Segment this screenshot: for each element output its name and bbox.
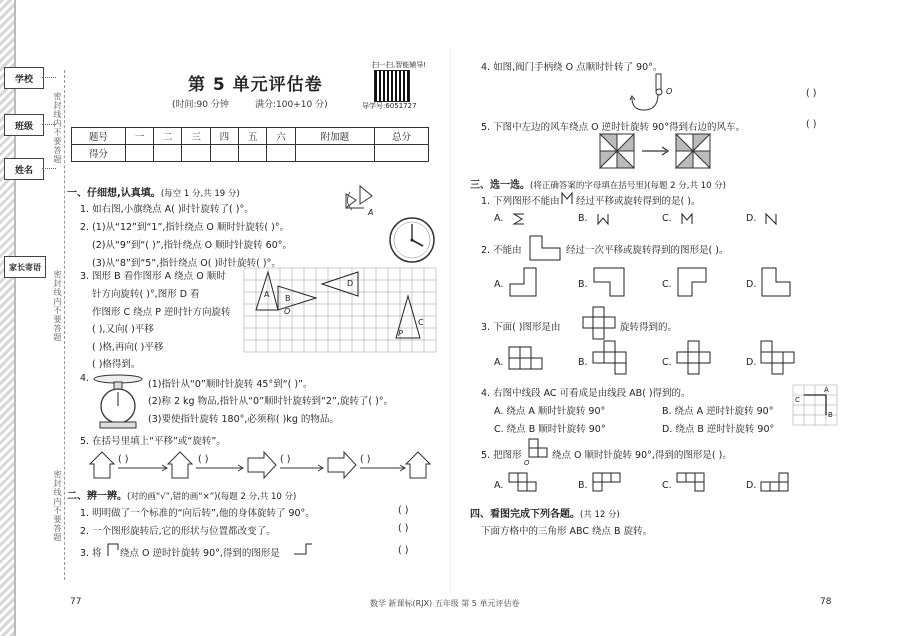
s3-q4-option-a[interactable]: A. 绕点 A 顺时针旋转 90°: [494, 406, 606, 417]
side-label-parent-note: 家长寄语: [4, 256, 46, 278]
score-input-cell[interactable]: [182, 145, 210, 162]
s3-q5-option-d-label[interactable]: D.: [746, 480, 757, 491]
s3-q5-option-b-label[interactable]: B.: [578, 480, 588, 491]
rotated-hook-icon: [292, 540, 314, 558]
side-label-name: 姓名: [4, 158, 44, 180]
qr-code-icon[interactable]: [374, 70, 410, 102]
s3-question-2a: 2. 不能由: [481, 245, 522, 256]
flag-point-label: A: [368, 208, 374, 217]
section-2-note: (对的画“√”,错的画“×”)(每题 2 分,共 10 分): [127, 492, 297, 502]
s3-q1-option-a-shape[interactable]: [512, 212, 526, 226]
s3-question-3b: 旋转得到的。: [620, 322, 678, 333]
section-2-title: [67, 487, 296, 502]
s1-question-2c: (3)从“8”到“5”,指针绕点 O( )时针旋转( )°。: [92, 258, 281, 269]
page-fold-divider: [450, 50, 451, 590]
rotation-grid-figure: [244, 268, 436, 352]
s2-answer-5[interactable]: ( ): [806, 119, 817, 130]
s1-question-3-line4: ( ),又向( )平移: [92, 324, 154, 335]
full-score: 满分:100+10 分): [255, 100, 328, 110]
shape-label-b: B: [285, 294, 291, 303]
scale-icon: [92, 372, 144, 430]
table-cell: 总分: [375, 128, 429, 145]
s3-question-5a: 5. 把图形: [481, 450, 522, 461]
section-1-title: [67, 184, 240, 199]
score-input-cell[interactable]: [267, 145, 295, 162]
table-cell: 题号: [72, 128, 126, 145]
s1-question-3-line1: 3. 图形 B 看作图形 A 绕点 O 顺时: [80, 271, 226, 282]
cross-shape-reference: [582, 306, 616, 340]
s3-q5-option-a-label[interactable]: A.: [494, 480, 504, 491]
translate-rotate-arrows: [90, 450, 435, 480]
s2-question-5: 5. 下图中左边的风车绕点 O 逆时针旋转 90°得到右边的风车。: [481, 122, 745, 133]
section-4-note: (共 12 分): [580, 510, 620, 520]
s3-q2-option-a-label[interactable]: A.: [494, 279, 504, 290]
s3-q4-option-b[interactable]: B. 绕点 A 逆时针旋转 90°: [662, 406, 774, 417]
s1-question-4b: (2)称 2 kg 物品,指针从“0”顺时针旋转到“2”,旋转了( )°。: [148, 396, 394, 407]
s3-question-1b: 经过平移或旋转得到的是( )。: [576, 196, 701, 207]
s3-q4-option-d[interactable]: D. 绕点 B 逆时针旋转 90°: [662, 424, 775, 435]
flag-rotation-figure: [342, 182, 382, 222]
table-cell: 三: [182, 128, 210, 145]
grid-label-a: A: [824, 386, 829, 394]
l-shape-reference: [528, 234, 562, 262]
s2-question-4: 4. 如图,阀门手柄绕 O 点顺时针转了 90°。: [481, 62, 663, 73]
s3-q5-option-a-shape[interactable]: [508, 472, 538, 496]
s1-question-3-line2: 针方向旋转( )°,图形 D 看: [92, 289, 200, 300]
s3-q5-option-c-shape[interactable]: [676, 472, 706, 496]
grid-label-b: B: [828, 411, 833, 419]
side-label-school: 学校: [4, 67, 44, 89]
page-number-left: 77: [70, 597, 82, 607]
arrow-blank-3[interactable]: ( ): [280, 454, 291, 465]
s1-question-4a: (1)指针从“0”顺时针旋转 45°到“( )”。: [148, 379, 313, 390]
table-cell: 二: [154, 128, 182, 145]
segment-grid-figure: [792, 384, 838, 426]
page-number-right: 78: [820, 597, 832, 607]
s2-question-1: 1. 明明做了一个标准的“向后转”,他的身体旋转了 90°。: [80, 508, 315, 519]
score-input-cell[interactable]: [295, 145, 374, 162]
s3-q1-option-d-shape[interactable]: [764, 212, 778, 226]
s3-q2-option-d-shape[interactable]: [760, 266, 792, 298]
s1-question-1: 1. 如右图,小旗绕点 A( )时针旋转了( )°。: [80, 204, 254, 215]
grid-label-c: C: [795, 396, 800, 404]
section-1-heading: 一、仔细想,认真填。: [67, 188, 161, 199]
arrow-blank-1[interactable]: ( ): [118, 454, 129, 465]
s3-question-3a: 3. 下面( )图形是由: [481, 322, 561, 333]
name-field-line[interactable]: [42, 168, 56, 169]
qr-caption: 扫一扫,智能辅导!: [372, 61, 427, 69]
s3-question-2b: 经过一次平移或旋转得到的图形是( )。: [566, 245, 729, 256]
s4-question-1: 下面方格中的三角形 ABC 绕点 B 旋转。: [481, 526, 653, 537]
margin-rule: [14, 0, 16, 636]
s3-q5-reference-shape: [528, 438, 550, 468]
side-label-class: 班级: [4, 114, 44, 136]
s2-answer-3[interactable]: ( ): [398, 545, 409, 556]
arrow-blank-4[interactable]: ( ): [360, 454, 371, 465]
s2-question-3a: 3. 将: [80, 548, 102, 559]
s1-question-3-line5: ( )格,再向( )平移: [92, 342, 164, 353]
section-3-title: [470, 176, 726, 191]
s2-answer-2[interactable]: ( ): [398, 523, 409, 534]
s3-q1-option-b-label[interactable]: B.: [578, 213, 588, 224]
m-shape-icon: [560, 191, 574, 205]
s3-q1-option-c-shape[interactable]: [680, 212, 694, 226]
s1-question-2a: 2. (1)从“12”到“1”,指针绕点 O 顺时针旋转( )°。: [80, 222, 290, 233]
table-cell: 一: [125, 128, 153, 145]
s3-q1-option-a-label[interactable]: A.: [494, 213, 504, 224]
s3-q2-option-c-shape[interactable]: [676, 266, 708, 298]
section-3-note: (将正确答案的字母填在括号里)(每题 2 分,共 10 分): [530, 181, 726, 191]
valve-handle-figure: [628, 74, 680, 120]
footer-text: 数学 新课标(RJX) 五年级 第 5 单元评估卷: [370, 599, 520, 608]
s1-question-3-line3: 作图形 C 绕点 P 逆时针方向旋转: [92, 307, 231, 318]
shape-label-d: D: [347, 279, 354, 288]
section-3-heading: 三、选一选。: [470, 180, 530, 191]
s1-question-4-num: 4.: [80, 373, 90, 384]
school-field-line[interactable]: [42, 77, 56, 78]
s3-q3-option-c-label[interactable]: C.: [662, 357, 672, 368]
s3-q5-point-o: O: [524, 459, 530, 467]
s3-q3-option-a-shape[interactable]: [508, 346, 544, 372]
margin-pattern: [0, 0, 14, 636]
s3-q5-option-b-shape[interactable]: [592, 472, 622, 496]
guide-code: 导学号:6051727: [362, 102, 417, 110]
s3-q1-option-d-label[interactable]: D.: [746, 213, 757, 224]
section-1-note: (每空 1 分,共 19 分): [160, 189, 240, 199]
table-cell: 得分: [72, 145, 126, 162]
s3-q2-option-b-label[interactable]: B.: [578, 279, 588, 290]
s3-q4-option-c[interactable]: C. 绕点 B 顺时针旋转 90°: [494, 424, 606, 435]
s3-q2-option-a-shape[interactable]: [508, 266, 538, 298]
s3-question-5b: 绕点 O 顺时针旋转 90°,得到的图形是( )。: [552, 450, 732, 461]
s3-q3-option-c-shape[interactable]: [676, 340, 712, 376]
s2-answer-1[interactable]: ( ): [398, 505, 409, 516]
clock-icon: [388, 216, 438, 266]
s3-q3-option-a-label[interactable]: A.: [494, 357, 504, 368]
point-label-o: O: [284, 307, 291, 316]
score-input-cell[interactable]: [210, 145, 238, 162]
table-cell: 五: [239, 128, 267, 145]
section-4-heading: 四、看图完成下列各题。: [470, 509, 580, 520]
s3-q2-option-c-label[interactable]: C.: [662, 279, 672, 290]
page-title: 第 5 单元评估卷: [188, 75, 323, 95]
s2-answer-4[interactable]: ( ): [806, 88, 817, 99]
shape-label-a: A: [264, 290, 270, 299]
s3-q1-option-c-label[interactable]: C.: [662, 213, 672, 224]
s3-q5-option-d-shape[interactable]: [760, 472, 790, 496]
seal-note-1: 密封线内不要答题: [53, 92, 62, 164]
hook-shape-icon: [104, 540, 120, 558]
s3-q3-option-d-shape[interactable]: [760, 340, 796, 376]
s2-question-3b: 绕点 O 逆时针旋转 90°,得到的图形是: [120, 548, 280, 559]
seal-note-2: 密封线内不要答题: [53, 270, 62, 342]
table-row: [72, 145, 429, 162]
table-cell: 六: [267, 128, 295, 145]
s3-q2-option-d-label[interactable]: D.: [746, 279, 757, 290]
score-table: [71, 127, 429, 162]
table-cell: 四: [210, 128, 238, 145]
s1-question-5: 5. 在括号里填上“平移”或“旋转”。: [80, 436, 226, 447]
s3-q5-option-c-label[interactable]: C.: [662, 480, 672, 491]
s1-question-4c: (3)要使指针旋转 180°,必须称( )kg 的物品。: [148, 414, 339, 425]
seal-note-3: 密封线内不要答题: [53, 470, 62, 542]
score-input-cell[interactable]: [239, 145, 267, 162]
section-2-heading: 二、辨一辨。: [67, 491, 127, 502]
score-input-cell[interactable]: [375, 145, 429, 162]
score-input-cell[interactable]: [154, 145, 182, 162]
s3-q3-option-d-label[interactable]: D.: [746, 357, 757, 368]
score-input-cell[interactable]: [125, 145, 153, 162]
exam-time: (时间:90 分钟: [172, 100, 229, 110]
table-row: [72, 128, 429, 145]
s3-q1-option-b-shape[interactable]: [596, 212, 610, 226]
windmill-figure: [596, 132, 720, 172]
s3-q3-option-b-label[interactable]: B.: [578, 357, 588, 368]
shape-label-c: C: [418, 318, 424, 327]
section-4-title: [470, 505, 620, 520]
s1-question-2b: (2)从“9”到“( )”,指针绕点 O 顺时针旋转 60°。: [92, 240, 293, 251]
table-cell: 附加题: [295, 128, 374, 145]
s3-question-1a: 1. 下列图形不能由: [481, 196, 560, 207]
valve-point-o: O: [666, 87, 673, 96]
s1-question-3-line6: ( )格得到。: [92, 359, 141, 370]
s3-q2-option-b-shape[interactable]: [592, 266, 626, 298]
point-label-p: P: [398, 329, 403, 338]
s3-question-4: 4. 右图中线段 AC 可看成是由线段 AB( )得到的。: [481, 388, 691, 399]
s3-q3-option-b-shape[interactable]: [592, 340, 628, 376]
seal-cut-line: [64, 70, 65, 580]
s2-question-2: 2. 一个图形旋转后,它的形状与位置都改变了。: [80, 526, 276, 537]
arrow-blank-2[interactable]: ( ): [198, 454, 209, 465]
